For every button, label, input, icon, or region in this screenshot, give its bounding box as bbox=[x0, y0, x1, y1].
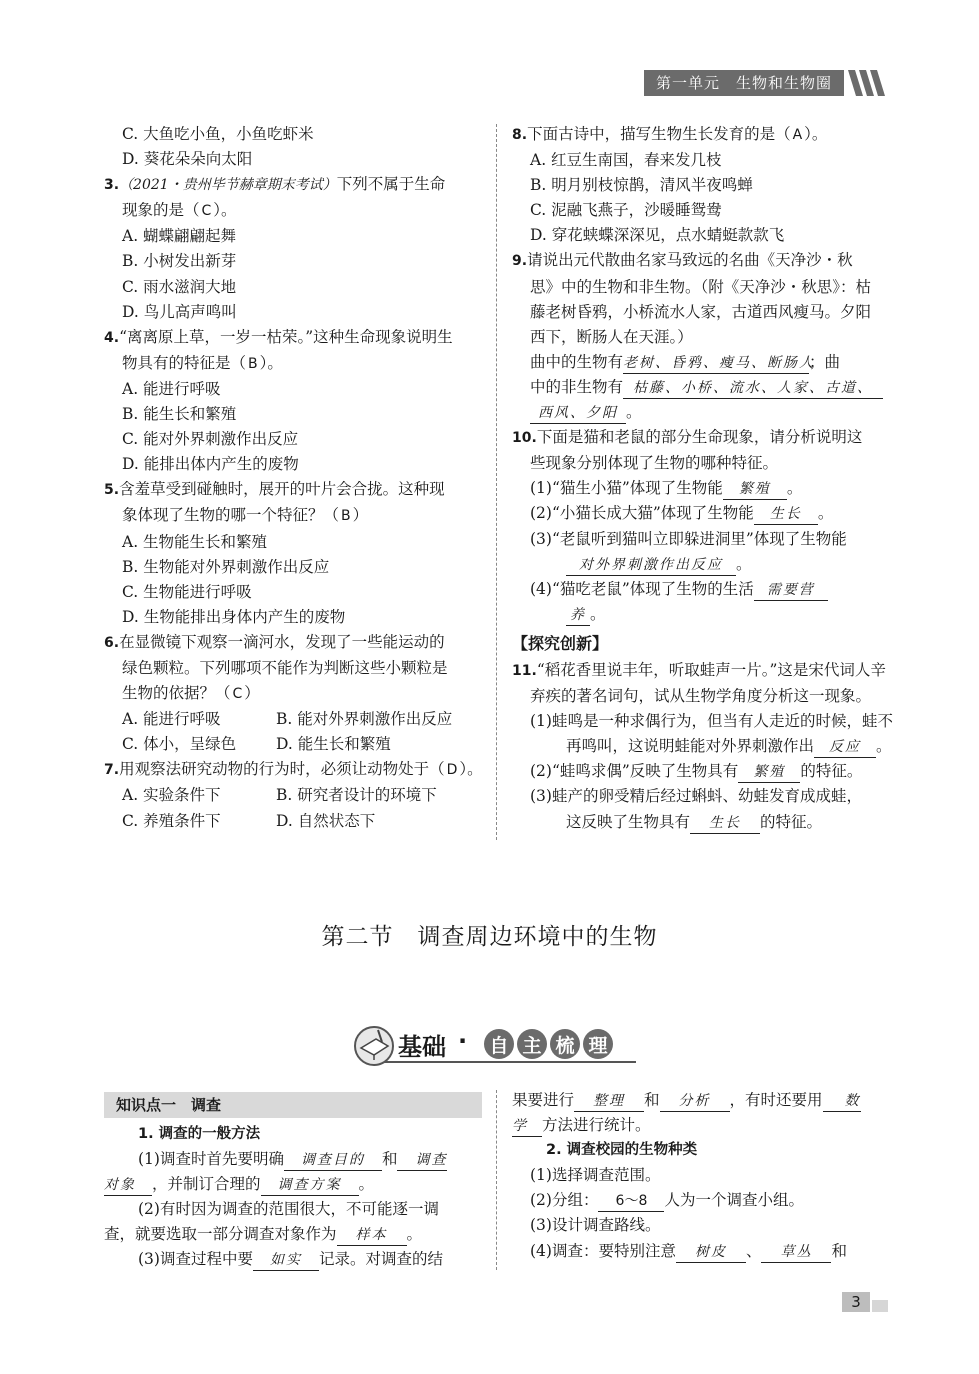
unit-title: 第一单元 生物和生物圈 bbox=[644, 70, 844, 96]
question-number: 6. bbox=[104, 634, 120, 651]
option: A. 能进行呼吸 bbox=[122, 710, 221, 729]
fill-blank-answer: 树皮 bbox=[676, 1242, 746, 1263]
question-line bbox=[104, 809, 482, 834]
banner-char: 自 bbox=[489, 1035, 509, 1057]
question-10: 10.下面是猫和老鼠的部分生命现象，请分析说明这 bbox=[512, 428, 863, 447]
question-line bbox=[104, 147, 482, 172]
answer-choice: B bbox=[248, 355, 258, 372]
question-text: 用观察法研究动物的行为时，必须让动物处于（ bbox=[119, 760, 445, 779]
question-text: C. 生物能进行呼吸 bbox=[122, 582, 252, 601]
question-text: C. 能对外界刺激作出反应 bbox=[122, 430, 299, 449]
question-line bbox=[104, 249, 482, 274]
banner-label-basics: 基础 bbox=[398, 1033, 446, 1061]
question-text: D. 能排出体内产生的废物 bbox=[122, 455, 299, 474]
fill-blank-answer: 繁殖 bbox=[738, 762, 800, 783]
question-text: ）。 bbox=[259, 353, 283, 372]
answer-choice: D bbox=[446, 762, 458, 779]
knowledge-point-bar: 知识点一 调查 bbox=[104, 1092, 482, 1118]
question-text: D. 生物能排出身体内产生的废物 bbox=[122, 607, 346, 626]
question-text: A. 能进行呼吸 bbox=[122, 379, 221, 398]
question-10-part3: (3)“老鼠听到猫叫立即躲进洞里”体现了生物能 bbox=[530, 529, 847, 548]
section-tag-inquiry: 【探究创新】 bbox=[512, 633, 609, 653]
fill-blank-answer: 养 bbox=[566, 605, 590, 626]
fill-blank-answer: 学 bbox=[512, 1116, 542, 1137]
question-line bbox=[104, 656, 482, 681]
question-text: 物具有的特征是（ bbox=[122, 353, 247, 372]
page-number-tab bbox=[842, 1292, 888, 1312]
question-text: 生物的依据？（ bbox=[122, 684, 231, 703]
column-divider bbox=[496, 124, 497, 840]
question-line bbox=[104, 198, 482, 224]
option: D. 自然状态下 bbox=[276, 811, 376, 830]
question-11-part2: (2)“蛙鸣求偶”反映了生物具有 繁殖 的特征。 bbox=[512, 759, 890, 784]
knowledge-left-column bbox=[104, 1122, 482, 1273]
fill-blank-answer: 对象 bbox=[104, 1175, 152, 1196]
fill-blank-answer: 草丛 bbox=[761, 1242, 831, 1263]
fill-blank-answer: 枯藤、小桥、流水、人家、古道、 bbox=[623, 378, 883, 399]
question-text: 下列不属于生命 bbox=[336, 175, 446, 194]
fill-blank-answer: 6～8 bbox=[598, 1191, 664, 1212]
question-text: ） bbox=[352, 506, 369, 525]
question-line bbox=[104, 402, 482, 427]
fill-blank-answer: 调查 bbox=[397, 1150, 447, 1171]
question-7 bbox=[104, 757, 482, 783]
fill-blank-answer: 西风、夕阳 bbox=[530, 403, 626, 424]
option: A. 红豆生南国，春来发几枝 bbox=[530, 151, 722, 170]
question-10-part2: (2)“小猫长成大猫”体现了生物能 生长 。 bbox=[512, 501, 890, 526]
question-line bbox=[104, 224, 482, 249]
option: C. 体小，呈绿色 bbox=[122, 735, 237, 754]
question-line bbox=[104, 300, 482, 325]
subheading-method: 1. 调查的一般方法 bbox=[138, 1126, 261, 1142]
right-question-column bbox=[512, 122, 893, 835]
question-9-line: 藤老树昏鸦，小桥流水人家，古道西风瘦马。夕阳 bbox=[530, 302, 872, 321]
option: C. 泥融飞燕子，沙暖睡鸳鸯 bbox=[530, 201, 722, 220]
question-number: 4. bbox=[104, 329, 120, 346]
banner-dot: · bbox=[458, 1027, 468, 1055]
question-text: B. 能生长和繁殖 bbox=[122, 405, 237, 424]
fill-blank-answer: 对外界刺激作出反应 bbox=[566, 555, 736, 576]
question-9-line: 西下，断肠人在天涯。） bbox=[530, 327, 693, 346]
question-5 bbox=[104, 477, 482, 503]
fill-blank-answer: 反应 bbox=[814, 737, 876, 758]
method-item-1: (1)调查时首先要明确 调查目的 和 调查 bbox=[104, 1147, 482, 1172]
question-text: D. 葵花朵朵向太阳 bbox=[122, 150, 253, 169]
method-item-2-cont: 查，就要选取一部分调查对象作为 样本 。 bbox=[104, 1222, 482, 1247]
question-text: B. 小树发出新芽 bbox=[122, 252, 237, 271]
question-line bbox=[104, 783, 482, 808]
method-item-3: (3)调查过程中要 如实 记录。对调查的结 bbox=[104, 1247, 482, 1272]
question-9-living: 曲中的生物有老树、昏鸦、瘦马、断肠人；曲 bbox=[512, 350, 890, 375]
question-9-line: 思》中的生物和非生物。（附《天净沙・秋思》：枯 bbox=[530, 277, 872, 296]
question-11-part1: (1)蛙鸣是一种求偶行为，但当有人走近的时候，蛙不 bbox=[530, 712, 893, 731]
knowledge-right-column bbox=[512, 1088, 890, 1264]
question-text: 含羞草受到碰触时，展开的叶片会合拢。这种现 bbox=[119, 480, 445, 499]
option: B. 研究者设计的环境下 bbox=[276, 786, 437, 805]
question-11-line: 弃疾的著名词句，试从生物学角度分析这一现象。 bbox=[530, 687, 872, 706]
question-number: 7. bbox=[104, 762, 120, 779]
section-title: 第二节 调查周边环境中的生物 bbox=[321, 924, 658, 950]
fill-blank-answer: 整理 bbox=[574, 1091, 644, 1112]
question-11-part1-cont: 再鸣叫，这说明蛙能对外界刺激作出 反应 。 bbox=[512, 734, 890, 759]
fill-blank-answer: 生长 bbox=[754, 504, 818, 525]
answer-choice: C bbox=[201, 203, 212, 220]
left-question-column bbox=[104, 122, 482, 834]
question-text: 在显微镜下观察一滴河水，发现了一些能运动的 bbox=[119, 632, 445, 651]
answer-choice: C bbox=[232, 686, 243, 703]
fill-blank-answer: 分析 bbox=[660, 1091, 730, 1112]
question-3 bbox=[104, 172, 482, 198]
question-11-part3-cont: 这反映了生物具有 生长 的特征。 bbox=[512, 810, 890, 835]
question-text: “离离原上草，一岁一枯荣。”这种生命现象说明生 bbox=[119, 327, 453, 346]
question-text: A. 蝴蝶翩翩起舞 bbox=[122, 227, 237, 246]
question-line bbox=[104, 427, 482, 452]
question-10-part3-cont: 对外界刺激作出反应 。 bbox=[512, 552, 890, 577]
question-line bbox=[104, 707, 482, 732]
question-number: 5. bbox=[104, 482, 120, 499]
column-divider bbox=[496, 1090, 497, 1270]
option: D. 穿花蛱蝶深深见，点水蜻蜓款款飞 bbox=[530, 226, 785, 245]
question-line bbox=[104, 530, 482, 555]
question-line bbox=[104, 377, 482, 402]
option: B. 能对外界刺激作出反应 bbox=[276, 710, 453, 729]
question-line bbox=[104, 580, 482, 605]
fill-blank-answer: 老树、昏鸦、瘦马、断肠人 bbox=[623, 353, 809, 374]
fill-blank-answer: 调查目的 bbox=[284, 1150, 382, 1171]
method-item-3-cont2: 学 方法进行统计。 bbox=[512, 1113, 890, 1138]
question-text: C. 雨水滋润大地 bbox=[122, 277, 237, 296]
question-text: 象体现了生物的哪一个特征？（ bbox=[122, 506, 340, 525]
question-text: B. 生物能对外界刺激作出反应 bbox=[122, 557, 330, 576]
question-text: A. 生物能生长和繁殖 bbox=[122, 532, 268, 551]
fill-blank-answer: 样本 bbox=[337, 1225, 407, 1246]
question-4 bbox=[104, 325, 482, 351]
question-text: 现象的是（ bbox=[122, 201, 200, 220]
question-line bbox=[104, 503, 482, 529]
banner-char: 主 bbox=[522, 1035, 542, 1057]
question-10-line: 些现象分别体现了生物的哪种特征。 bbox=[530, 454, 779, 473]
unit-header bbox=[644, 70, 890, 96]
question-line bbox=[104, 732, 482, 757]
fill-blank-answer: 调查方案 bbox=[261, 1175, 359, 1196]
question-text: ） bbox=[244, 684, 260, 703]
question-8: 8.下面古诗中，描写生物生长发育的是（ A ）。 bbox=[512, 125, 828, 143]
question-source: （2021・贵州毕节赫章期末考试） bbox=[119, 177, 337, 194]
question-6 bbox=[104, 630, 482, 656]
banner-char: 理 bbox=[588, 1035, 608, 1057]
question-line bbox=[104, 681, 482, 707]
option: A. 实验条件下 bbox=[122, 786, 221, 805]
question-9-nonliving-cont: 西风、夕阳 。 bbox=[512, 400, 890, 425]
question-10-part1: (1)“猫生小猫”体现了生物能 繁殖 。 bbox=[512, 476, 890, 501]
survey-step-4: (4)调查：要特别注意 树皮 、 草丛 和 bbox=[512, 1239, 890, 1264]
banner-char: 梳 bbox=[555, 1035, 575, 1057]
fill-blank-answer: 数 bbox=[823, 1091, 861, 1112]
survey-step-2: (2)分组： 6～8 人为一个调查小组。 bbox=[512, 1188, 890, 1213]
page-number: 3 bbox=[842, 1292, 870, 1312]
question-line bbox=[104, 605, 482, 630]
fill-blank-answer: 繁殖 bbox=[723, 479, 787, 500]
header-stripes-decoration bbox=[848, 70, 890, 96]
method-item-3-cont: 果要进行 整理 和 分析 ，有时还要用 数 bbox=[512, 1088, 890, 1113]
method-item-2: (2)有时因为调查的范围很大，不可能逐一调 bbox=[138, 1200, 439, 1219]
question-line bbox=[104, 555, 482, 580]
question-text: D. 鸟儿高声鸣叫 bbox=[122, 302, 237, 321]
fill-blank-answer: 生长 bbox=[690, 813, 760, 834]
question-11-part3: (3)蛙产的卵受精后经过蝌蚪、幼蛙发育成成蛙， bbox=[530, 787, 862, 806]
question-8-options bbox=[512, 148, 890, 248]
question-11: 11.“稻花香里说丰年，听取蛙声一片。”这是宋代词人辛 bbox=[512, 660, 886, 679]
question-line bbox=[104, 275, 482, 300]
fill-blank-answer: 需要营 bbox=[754, 580, 828, 601]
survey-step-3: (3)设计调查路线。 bbox=[530, 1216, 661, 1235]
survey-step-1: (1)选择调查范围。 bbox=[530, 1166, 661, 1185]
question-line bbox=[104, 122, 482, 147]
question-9-nonliving: 中的非生物有 枯藤、小桥、流水、人家、古道、 bbox=[512, 375, 890, 400]
option: D. 能生长和繁殖 bbox=[276, 735, 391, 754]
question-10-part4-cont: 养 。 bbox=[512, 602, 890, 627]
question-text: C. 大鱼吃小鱼，小鱼吃虾米 bbox=[122, 125, 314, 143]
page-number-decoration bbox=[872, 1300, 888, 1312]
question-text: ）。 bbox=[213, 201, 237, 220]
method-item-1-cont: 对象 ，并制订合理的 调查方案 。 bbox=[104, 1172, 482, 1197]
option: B. 明月别枝惊鹊，清风半夜鸣蝉 bbox=[530, 176, 753, 195]
answer-choice: B bbox=[341, 508, 351, 525]
fill-blank-answer: 如实 bbox=[253, 1250, 319, 1271]
subheading-campus-survey: 2. 调查校园的生物种类 bbox=[546, 1142, 698, 1159]
question-10-part4: (4)“猫吃老鼠”体现了生物的生活 需要营 bbox=[512, 577, 890, 602]
question-text: ）。 bbox=[459, 760, 483, 779]
question-line bbox=[104, 351, 482, 377]
option: C. 养殖条件下 bbox=[122, 811, 221, 830]
question-9: 9.请说出元代散曲名家马致远的名曲《天净沙・秋 bbox=[512, 251, 853, 270]
answer-8: A bbox=[792, 127, 803, 143]
basics-banner bbox=[352, 1022, 642, 1070]
question-text: 绿色颗粒。下列哪项不能作为判断这些小颗粒是 bbox=[122, 658, 448, 677]
question-number: 3. bbox=[104, 177, 120, 194]
question-line bbox=[104, 452, 482, 477]
